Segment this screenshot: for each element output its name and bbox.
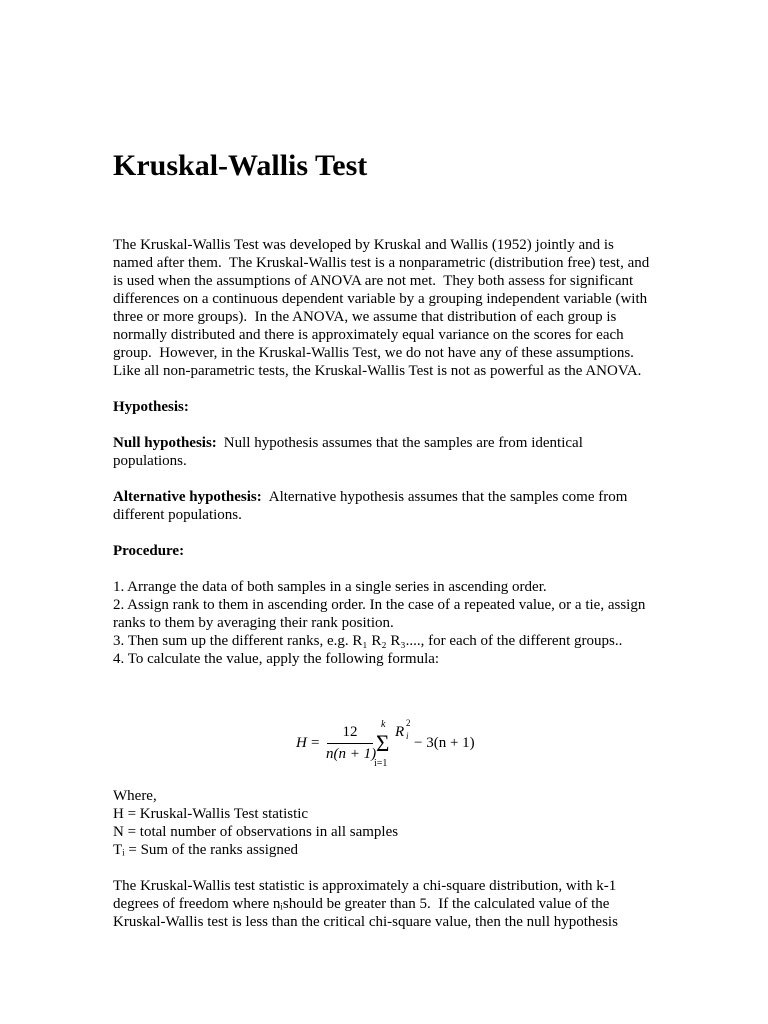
alternative-hypothesis-paragraph <box>113 488 627 524</box>
definition-item: N = total number of observations in all samples <box>113 824 399 840</box>
alternative-hypothesis-text: different populations. <box>113 507 242 523</box>
formula-numerator: 12 <box>342 724 358 740</box>
null-hypothesis-text: populations. <box>113 453 187 469</box>
hypothesis-heading: Hypothesis: <box>113 399 189 415</box>
intro-line: differences on a continuous dependent variable by a grouping independent variable (with <box>113 291 648 307</box>
conclusion-line: The Kruskal-Wallis test statistic is approximately a chi-square distribution, with k-1 <box>113 878 617 894</box>
conclusion-paragraph <box>113 877 618 931</box>
intro-paragraph <box>113 236 649 380</box>
null-hypothesis-text: Null hypothesis assumes that the samples are from identical <box>223 435 583 451</box>
alternative-hypothesis-label: Alternative hypothesis: <box>113 489 262 505</box>
intro-line: is used when the assumptions of ANOVA are not met. They both assess for significant <box>113 273 634 289</box>
null-hypothesis-paragraph <box>113 434 583 470</box>
procedure-heading: Procedure: <box>113 543 185 559</box>
intro-line: group. However, in the Kruskal-Wallis Test, we do not have any of these assumptions. <box>113 345 634 361</box>
formula-rank-term: R <box>395 724 405 740</box>
intro-line: Like all non-parametric tests, the Kruskal-Wallis Test is not as powerful as the ANOVA. <box>113 363 642 379</box>
definition-item: Tᵢ = Sum of the ranks assigned <box>113 842 299 858</box>
definitions-list <box>113 787 398 859</box>
intro-line: named after them. The Kruskal-Wallis test is a nonparametric (distribution free) test, and <box>113 255 650 271</box>
formula-denominator: n(n + 1) <box>326 746 377 762</box>
formula-tail: − 3(n + 1) <box>414 735 475 751</box>
formula-equals: = <box>311 735 320 751</box>
procedure-step: 4. To calculate the value, apply the following formula: <box>113 651 440 667</box>
rank-term-exponent: 2 <box>406 718 411 728</box>
summation-symbol: Σ <box>376 731 390 756</box>
intro-line: three or more groups). In the ANOVA, we assume that distribution of each group is <box>113 309 617 325</box>
sum-lower-limit: i=1 <box>374 758 388 769</box>
definitions-intro: Where, <box>113 788 157 804</box>
null-hypothesis-line <box>113 434 583 452</box>
sum-upper-limit: k <box>381 719 386 730</box>
alternative-hypothesis-line <box>113 488 627 506</box>
conclusion-line: degrees of freedom where nᵢshould be greater than 5. If the calculated value of the <box>113 896 610 912</box>
procedure-steps <box>113 578 645 668</box>
definition-item: H = Kruskal-Wallis Test statistic <box>113 806 309 822</box>
procedure-step: 3. Then sum up the different ranks, e.g. R₁ R₂ R₃...., for each of the different groups.. <box>113 633 623 649</box>
null-hypothesis-label: Null hypothesis: <box>113 435 217 451</box>
alternative-hypothesis-text: Alternative hypothesis assumes that the samples come from <box>268 489 628 505</box>
procedure-step: 2. Assign rank to them in ascending order. In the case of a repeated value, or a tie, assign <box>113 597 646 613</box>
kruskal-wallis-formula <box>290 718 475 774</box>
intro-line: normally distributed and there is approximately equal variance on the scores for each <box>113 327 624 343</box>
formula-fraction-bar <box>327 743 373 744</box>
page-title: Kruskal-Wallis Test <box>113 149 368 182</box>
formula-lhs: H <box>296 735 307 751</box>
procedure-step: ranks to them by averaging their rank position. <box>113 615 394 631</box>
conclusion-line: Kruskal-Wallis test is less than the critical chi-square value, then the null hypothesis <box>113 914 618 930</box>
intro-line: The Kruskal-Wallis Test was developed by Kruskal and Wallis (1952) jointly and is <box>113 237 614 253</box>
procedure-step: 1. Arrange the data of both samples in a single series in ascending order. <box>113 579 547 595</box>
rank-term-subscript: i <box>406 731 409 741</box>
